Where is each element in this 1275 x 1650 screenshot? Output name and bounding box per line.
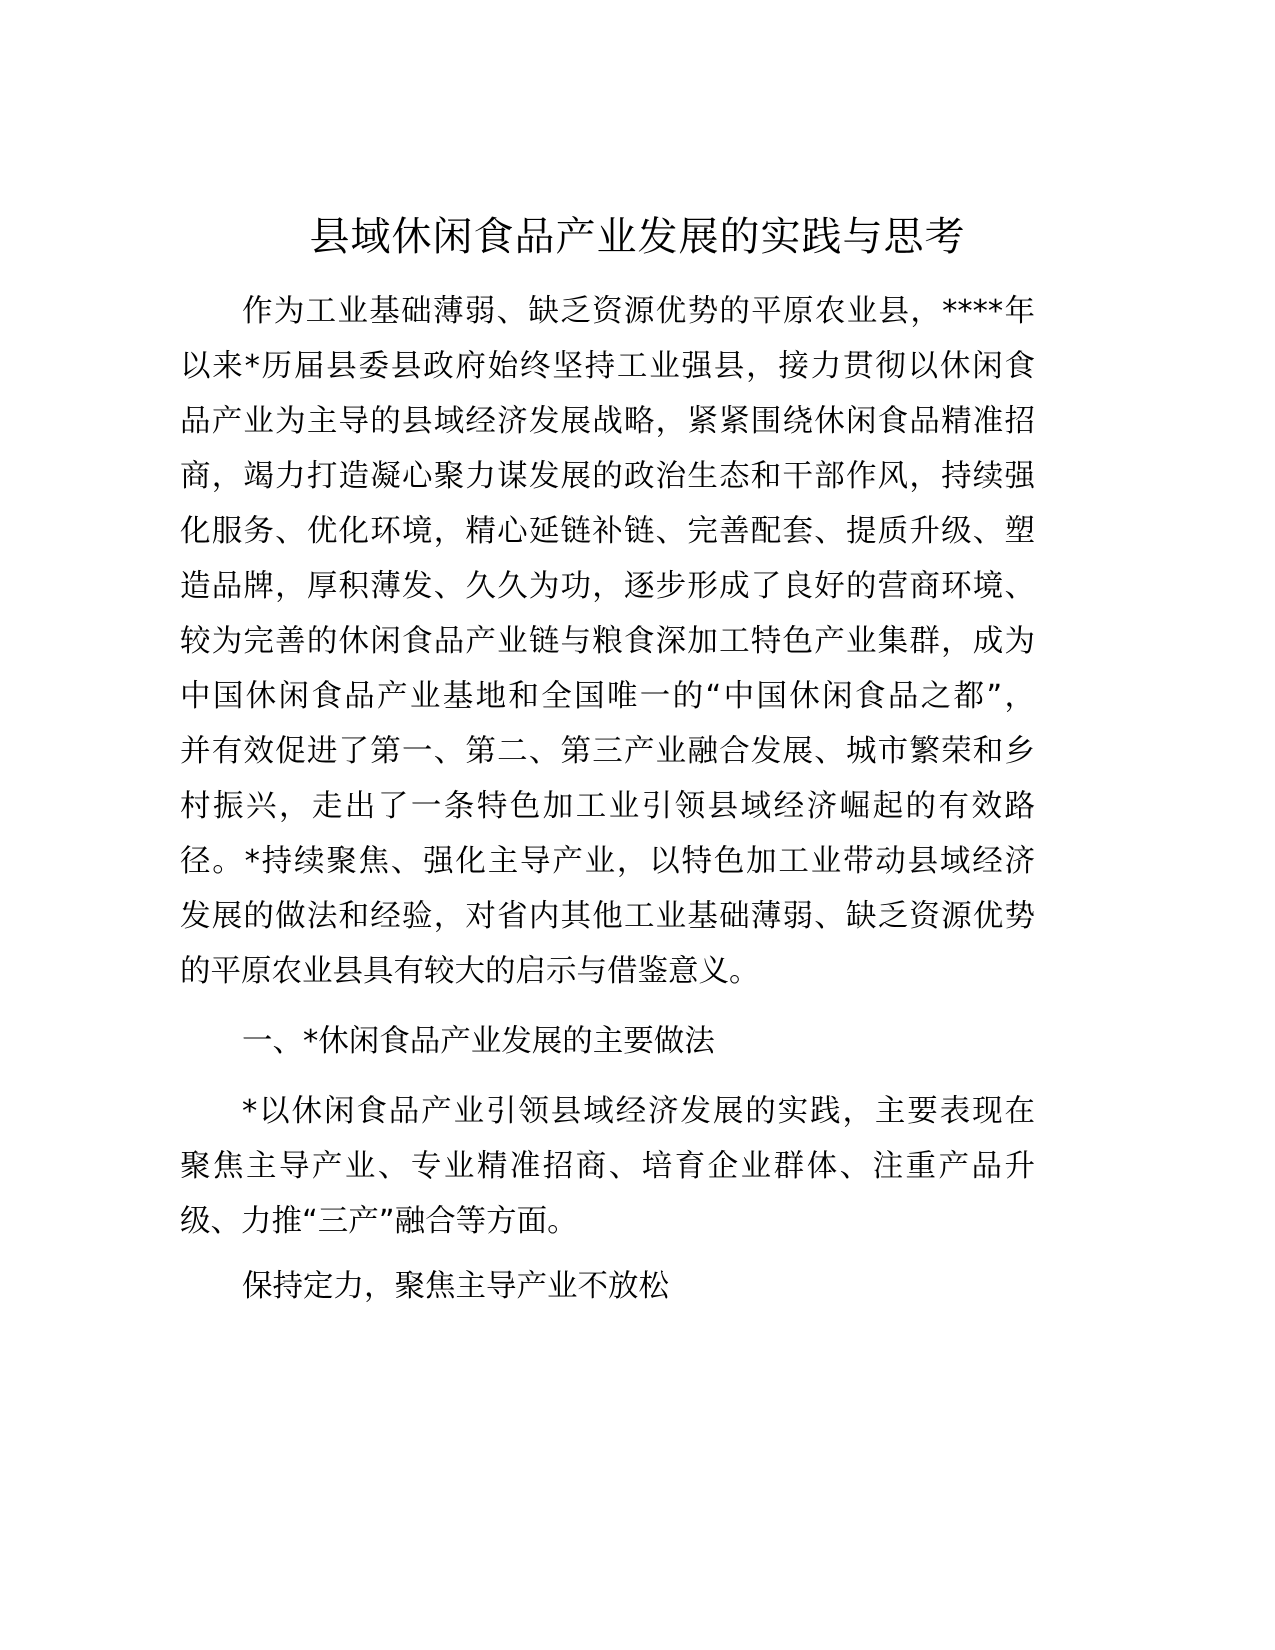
paragraph-1-line-1: 作为工业基础薄弱、缺乏资源优势的平原农业县，****年 [242, 294, 1035, 329]
paragraph-1-line-12: 发展的做法和经验，对省内其他工业基础薄弱、缺乏资源优势 [180, 899, 1035, 934]
subsection-heading-1: 保持定力，聚焦主导产业不放松 [242, 1269, 669, 1304]
paragraph-1-line-3: 品产业为主导的县域经济发展战略，紧紧围绕休闲食品精准招 [180, 404, 1035, 439]
paragraph-1-line-5: 化服务、优化环境，精心延链补链、完善配套、提质升级、塑 [180, 514, 1035, 549]
paragraph-1-line-10: 村振兴，走出了一条特色加工业引领县域经济崛起的有效路 [180, 789, 1035, 824]
document-title: 县域休闲食品产业发展的实践与思考 [309, 214, 966, 260]
section-heading-1: 一、*休闲食品产业发展的主要做法 [242, 1024, 715, 1059]
paragraph-1-line-8: 中国休闲食品产业基地和全国唯一的“中国休闲食品之都”， [180, 679, 1035, 714]
paragraph-2-line-3: 级、力推“三产”融合等方面。 [180, 1204, 578, 1239]
paragraph-1-line-6: 造品牌，厚积薄发、久久为功，逐步形成了良好的营商环境、 [180, 569, 1035, 604]
paragraph-1-line-2: 以来*历届县委县政府始终坚持工业强县，接力贯彻以休闲食 [180, 349, 1035, 384]
paragraph-1-line-11: 径。*持续聚焦、强化主导产业，以特色加工业带动县域经济 [180, 844, 1035, 879]
paragraph-1-line-13: 的平原农业县具有较大的启示与借鉴意义。 [180, 954, 760, 989]
paragraph-1-line-7: 较为完善的休闲食品产业链与粮食深加工特色产业集群，成为 [180, 624, 1035, 659]
paragraph-2-line-2: 聚焦主导产业、专业精准招商、培育企业群体、注重产品升 [180, 1149, 1035, 1184]
paragraph-2-line-1: *以休闲食品产业引领县域经济发展的实践，主要表现在 [242, 1094, 1035, 1129]
paragraph-1-line-9: 并有效促进了第一、第二、第三产业融合发展、城市繁荣和乡 [180, 734, 1035, 769]
paragraph-1-line-4: 商，竭力打造凝心聚力谋发展的政治生态和干部作风，持续强 [180, 459, 1035, 494]
